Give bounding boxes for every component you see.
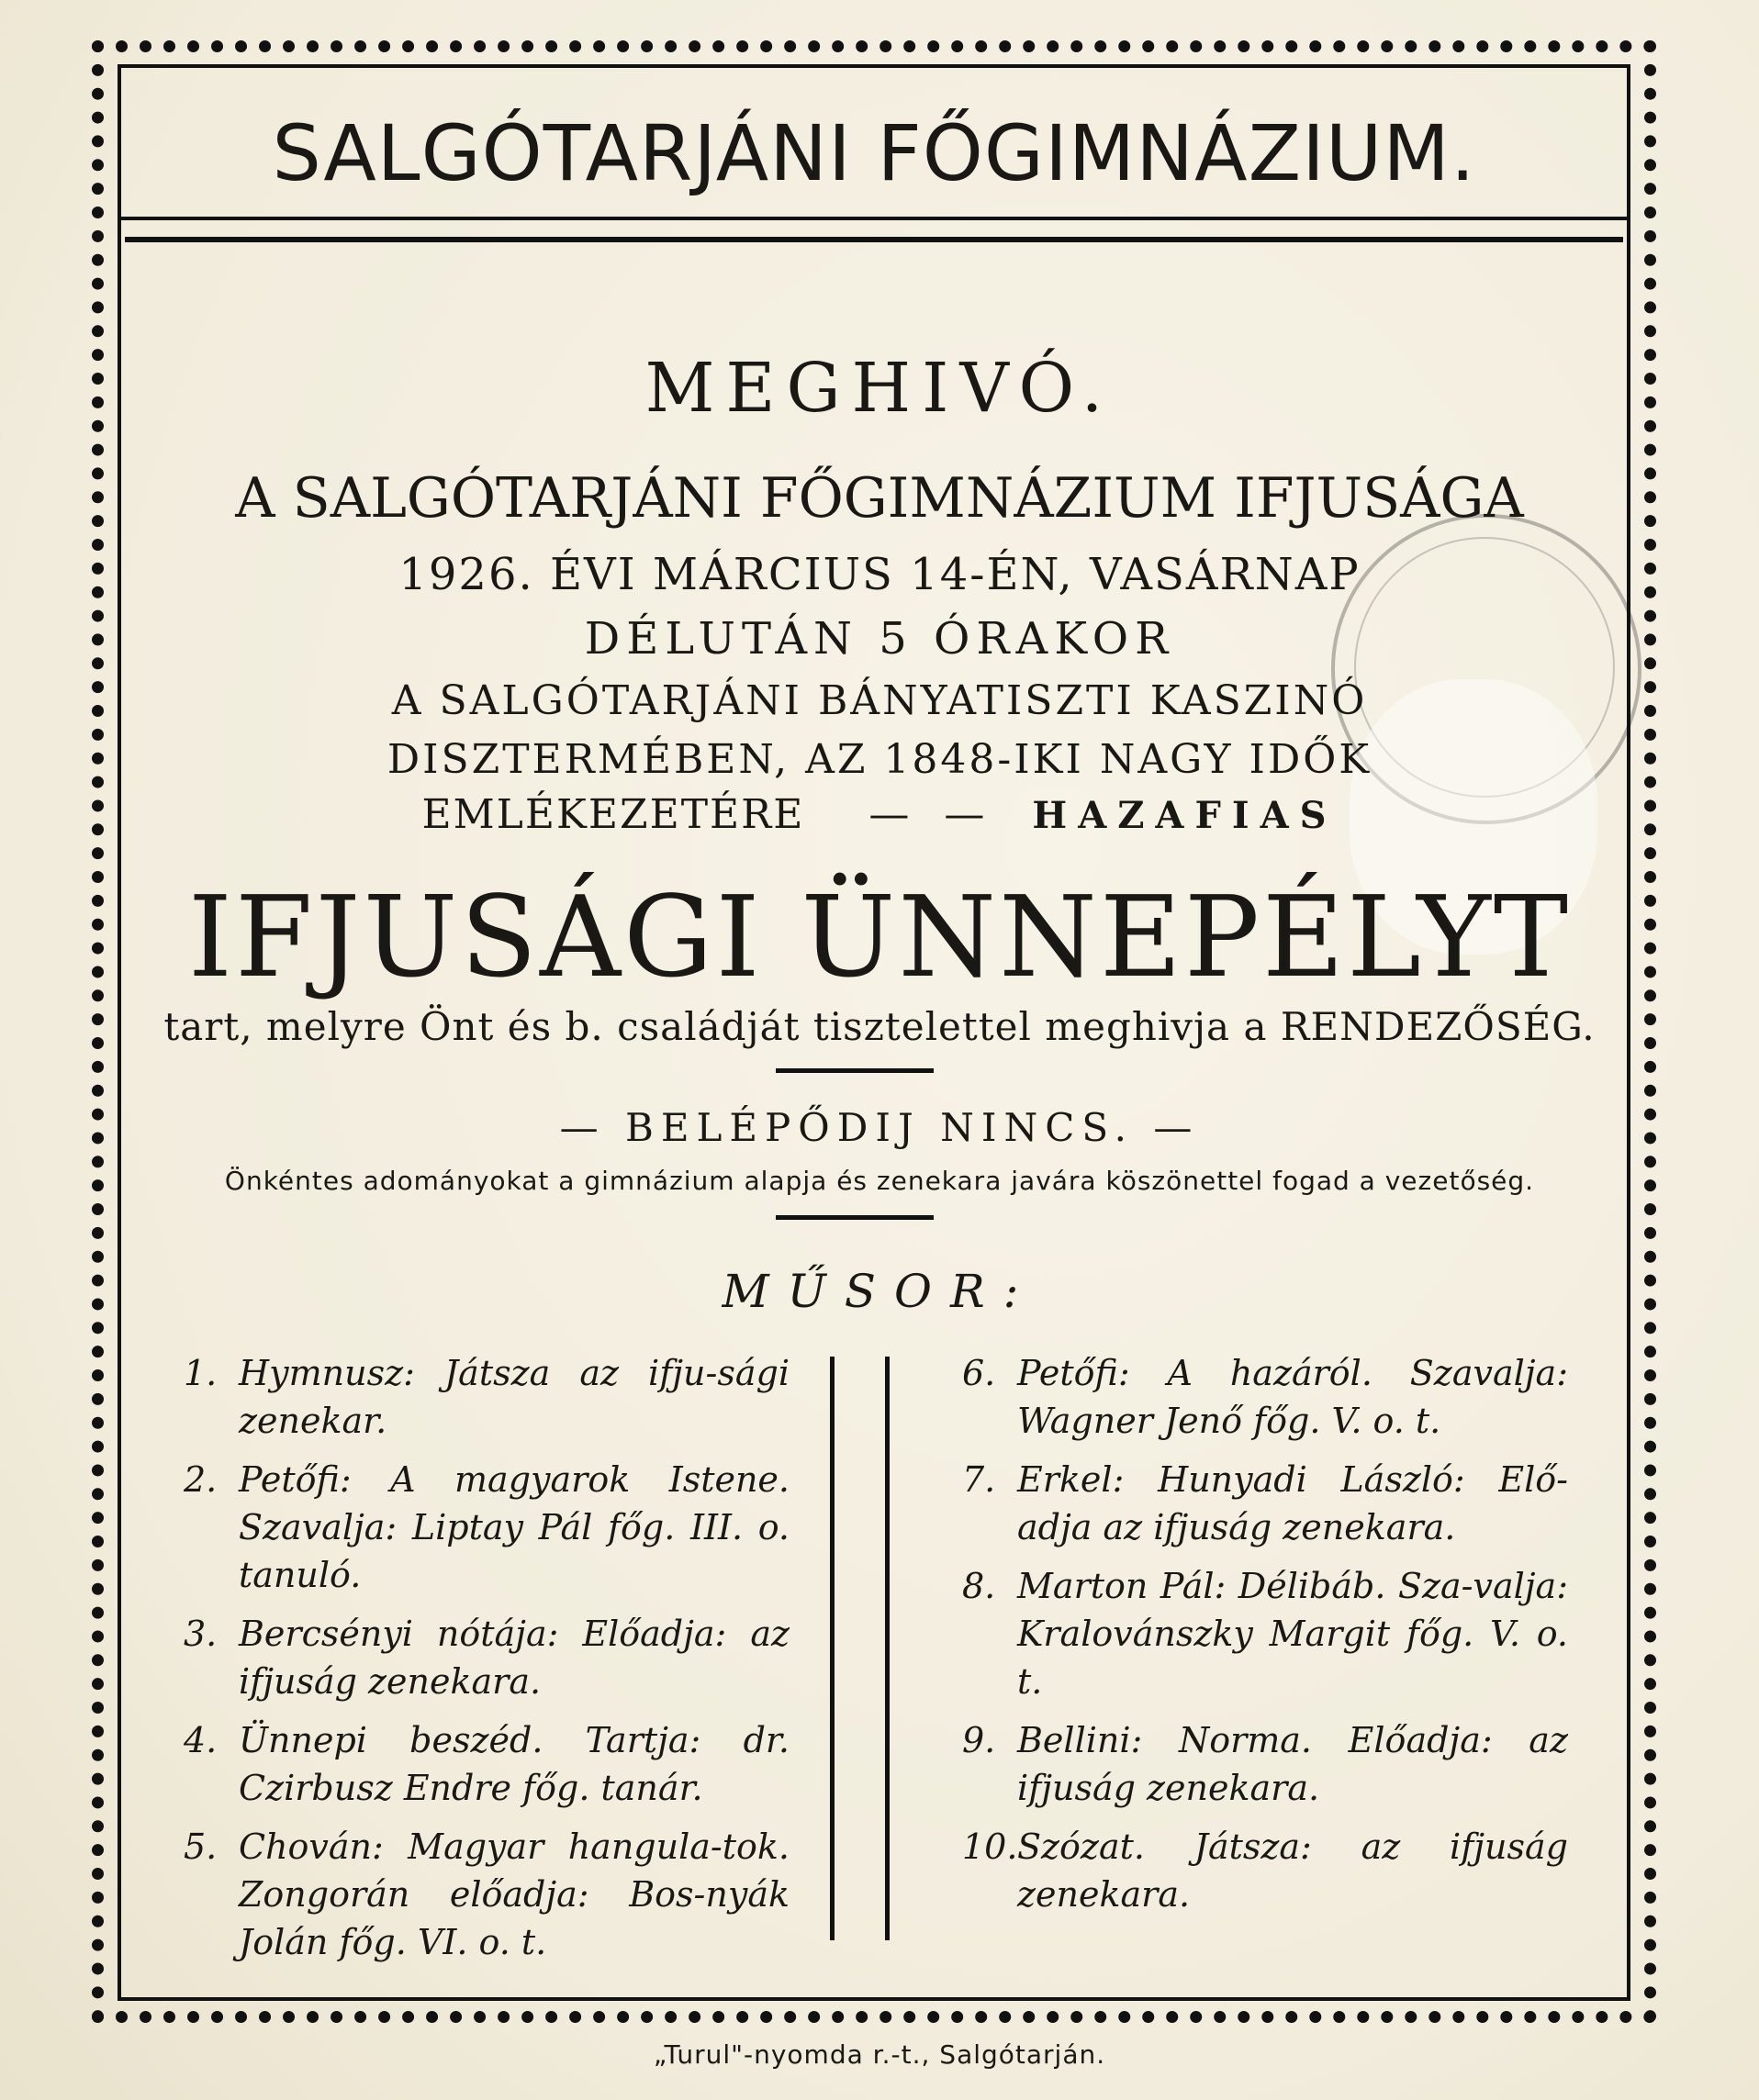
event-title: IFJUSÁGI ÜNNEPÉLYT — [187, 872, 1572, 1002]
program-item — [962, 1823, 1568, 1918]
program-item — [962, 1716, 1568, 1812]
program-item-text: Petőfi: A magyarok Istene. Szavalja: Liptay Pál főg. III. o. tanuló. — [239, 1459, 790, 1595]
program-item-number: 4. — [184, 1720, 218, 1760]
donation-notice: Önkéntes adományokat a gimnázium alapja és zenekara javára köszönettel fogad a vezetőség. — [224, 1166, 1535, 1196]
program-item — [184, 1716, 790, 1812]
program-item-number: 2. — [184, 1459, 218, 1500]
header-rule-thin — [118, 217, 1630, 220]
program-item — [184, 1823, 790, 1966]
header-title: SALGÓTARJÁNI FŐGIMNÁZIUM. — [272, 108, 1476, 198]
program-item — [184, 1610, 790, 1705]
program-column-left — [184, 1349, 790, 1977]
line6-hazafias: HAZAFIAS — [1032, 794, 1338, 837]
program-item — [962, 1562, 1568, 1705]
program-item-number: 6. — [962, 1353, 996, 1393]
printer-credit: „Turul"-nyomda r.-t., Salgótarján. — [653, 2039, 1106, 2070]
invitation-line-6 — [138, 791, 1621, 838]
column-divider-left — [830, 1357, 835, 1940]
program-item-number: 5. — [184, 1826, 218, 1867]
program-item-number: 10. — [962, 1826, 1018, 1867]
invitation-sentence: tart, melyre Önt és b. családját tisztelettel meghivja a RENDEZŐSÉG. — [163, 1004, 1596, 1049]
program-item-text: Chován: Magyar hangula-tok. Zongorán előadja: Bos-nyák Jolán főg. VI. o. t. — [239, 1826, 790, 1962]
invitation-line-2: 1926. ÉVI MÁRCIUS 14-ÉN, VASÁRNAP — [398, 549, 1361, 600]
invitation-line-1: A SALGÓTARJÁNI FŐGIMNÁZIUM IFJUSÁGA — [235, 466, 1524, 531]
program-item-text: Ünnepi beszéd. Tartja: dr. Czirbusz Endre főg. tanár. — [239, 1720, 790, 1808]
program-item-text: Hymnusz: Játsza az ifju-sági zenekar. — [239, 1353, 790, 1441]
header-rule-thick — [125, 237, 1623, 242]
invitation-heading: MEGHIVÓ. — [644, 349, 1115, 428]
program-title: MŰSOR: — [722, 1265, 1037, 1318]
invitation-line-4: A SALGÓTARJÁNI BÁNYATISZTI KASZINÓ — [391, 677, 1368, 724]
line6-dash: — — — [868, 791, 996, 838]
invitation-line-5: DISZTERMÉBEN, AZ 1848-IKI NAGY IDŐK — [387, 736, 1372, 783]
program-item-number: 3. — [184, 1614, 218, 1654]
program-item-number: 1. — [184, 1353, 218, 1393]
program-item-text: Szózat. Játsza: az ifjuság zenekara. — [1017, 1826, 1568, 1915]
line6-text: EMLÉKEZETÉRE — [421, 791, 805, 838]
invitation-line-3: DÉLUTÁN 5 ÓRAKOR — [584, 613, 1175, 665]
program-item — [962, 1456, 1568, 1551]
program-item-text: Bercsényi nótája: Előadja: az ifjuság zenekara. — [239, 1614, 790, 1702]
program-item — [962, 1349, 1568, 1445]
program-item-text: Petőfi: A hazáról. Szavalja: Wagner Jenő főg. V. o. t. — [1017, 1353, 1568, 1441]
program-item-number: 9. — [962, 1720, 996, 1760]
program-item-text: Bellini: Norma. Előadja: az ifjuság zenekara. — [1017, 1720, 1568, 1808]
column-divider-right — [885, 1357, 890, 1940]
program-item — [184, 1456, 790, 1599]
program-item-text: Erkel: Hunyadi László: Elő-adja az ifjuság zenekara. — [1017, 1459, 1568, 1547]
entry-free-notice: — BELÉPŐDIJ NINCS. — — [559, 1105, 1200, 1150]
divider-rule-2 — [776, 1215, 934, 1220]
program-column-right — [962, 1349, 1568, 1929]
program-item — [184, 1349, 790, 1445]
program-item-number: 8. — [962, 1566, 996, 1606]
program-item-text: Marton Pál: Délibáb. Sza-valja: Kralovánszky Margit főg. V. o. t. — [1017, 1566, 1568, 1702]
divider-rule-1 — [776, 1068, 934, 1073]
program-item-number: 7. — [962, 1459, 996, 1500]
